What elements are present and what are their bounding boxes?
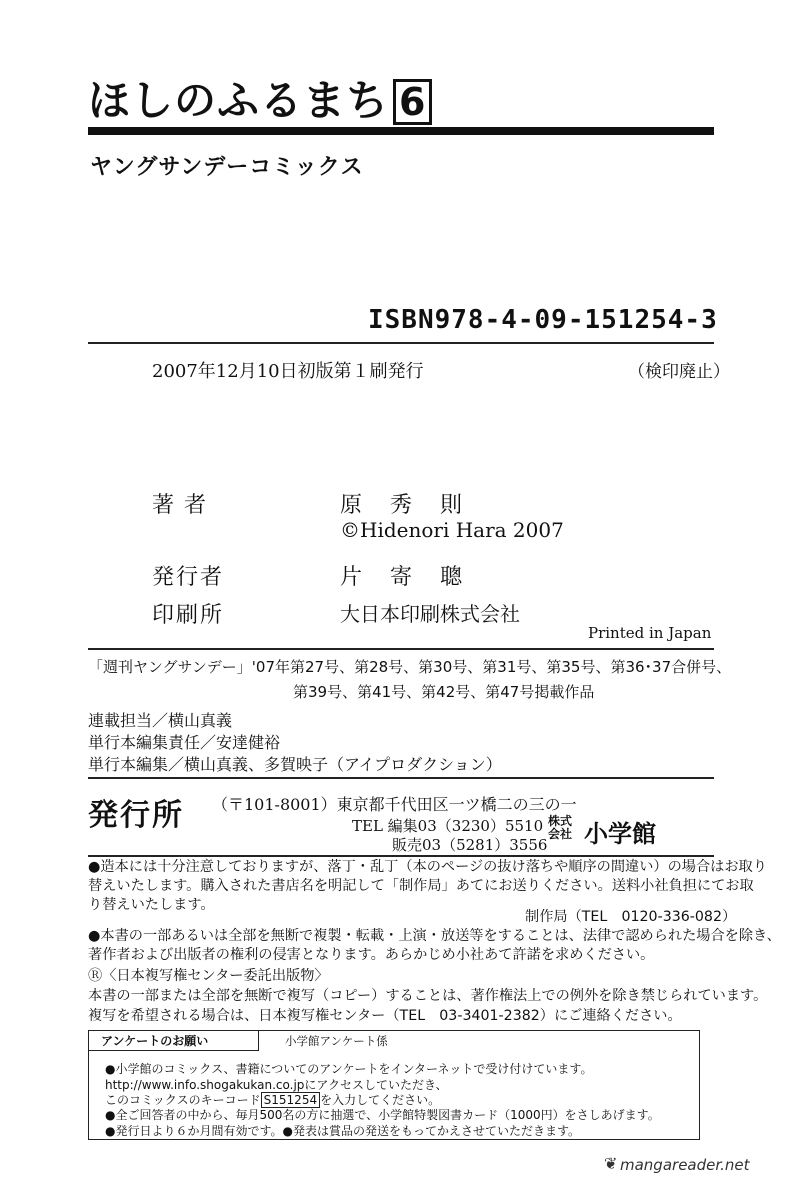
tel-sales: 販売03（5281）3556	[392, 836, 548, 854]
no-seal-note: （検印廃止）	[628, 362, 730, 382]
staff-line: 連載担当／横山真義	[88, 711, 233, 730]
pawprint-icon: ❦	[604, 1154, 618, 1173]
edition-date: 2007年12月10日初版第１刷発行	[152, 361, 424, 382]
survey-line: ●発行日より６か月間有効です。●発表は賞品の発送をもってかえさせていただきます。	[105, 1124, 581, 1138]
survey-line: ●小学館のコミックス、書籍についてのアンケートをインターネットで受け付けています。	[105, 1062, 593, 1076]
publisher-address: （〒101-8001）東京都千代田区一ツ橋二の三の一	[212, 795, 577, 814]
printer-label: 印刷所	[152, 603, 225, 628]
staff-line: 単行本編集／横山真義、多賀映子（アイプロダクション）	[88, 755, 502, 774]
note-line: 本書の一部または全部を無断で複写（コピー）することは、著作権法上での例外を除き禁じられています。	[88, 988, 768, 1004]
company-name: 小学館	[584, 820, 656, 848]
keycode-suffix: を入力してください。	[320, 1093, 441, 1107]
isbn: ISBN978-4-09-151254-3	[368, 305, 718, 335]
title-rule	[88, 127, 714, 135]
note-line: り替えいたします。	[88, 897, 215, 913]
production-dept-contact: 制作局（TEL 0120-336-082）	[525, 909, 737, 925]
author-name: 原秀則	[340, 493, 491, 518]
isbn-rule	[88, 342, 714, 344]
note-line: ●造本には十分注意しておりますが、落丁・乱丁（本のページの抜け落ちや順序の間違い）の場合はお取り	[88, 859, 767, 875]
tel-editorial: TEL 編集03（3230）5510	[352, 817, 544, 835]
printer-name: 大日本印刷株式会社	[340, 602, 520, 626]
publisher-rule	[88, 855, 714, 857]
imprint-label: ヤングサンデーコミックス	[90, 155, 364, 180]
serialization-line: 第39号、第41号、第42号、第47号掲載作品	[293, 683, 595, 701]
author-label: 著者	[152, 493, 217, 518]
publisher-name: 片寄聰	[340, 565, 491, 590]
note-line: Ⓡ〈日本複写権センター委託出版物〉	[88, 968, 329, 984]
survey-title: アンケートのお願い	[89, 1031, 259, 1051]
staff-rule	[88, 777, 714, 779]
survey-url-line: http://www.info.shogakukan.co.jpにアクセスしていただき、	[105, 1078, 448, 1092]
credits-rule	[88, 648, 714, 650]
publisher-office-label: 発行所	[88, 798, 184, 833]
note-line: 著作者および出版者の権利の侵害となります。あらかじめ小社あて許諾を求めください。	[88, 947, 655, 963]
volume-number: 6	[393, 79, 432, 125]
note-line: ●本書の一部あるいは全部を無断で複製・転載・上演・放送等をすることは、法律で認められた場合を除き、	[88, 928, 781, 944]
survey-box	[88, 1030, 700, 1140]
title-text: ほしのふるまち	[88, 76, 390, 125]
publisher-label: 発行者	[152, 565, 225, 590]
watermark: mangareader.net	[620, 1156, 750, 1174]
staff-line: 単行本編集責任／安達健裕	[88, 733, 281, 752]
survey-line: ●全ご回答者の中から、毎月500名の方に抽選で、小学館特製図書カード（1000円）をさしあげます。	[105, 1108, 660, 1122]
printed-in: Printed in Japan	[588, 624, 712, 642]
survey-dept: 小学館アンケート係	[285, 1034, 388, 1048]
serialization-line: 「週刊ヤングサンデー」'07年第27号、第28号、第30号、第31号、第35号、第36･37合併号、	[88, 658, 732, 676]
company-type: 株式会社	[548, 814, 573, 841]
book-title	[88, 68, 432, 128]
note-line: 替えいたします。購入された書店名を明記して「制作局」あてにお送りください。送料小社負担にてお取	[88, 878, 754, 894]
copyright: ©Hidenori Hara 2007	[340, 518, 564, 542]
keycode: S151254	[261, 1092, 320, 1108]
keycode-prefix: このコミックスのキーコード	[105, 1093, 261, 1107]
note-line: 複写を希望される場合は、日本複写権センター（TEL 03-3401-2382）にご連絡ください。	[88, 1008, 682, 1024]
